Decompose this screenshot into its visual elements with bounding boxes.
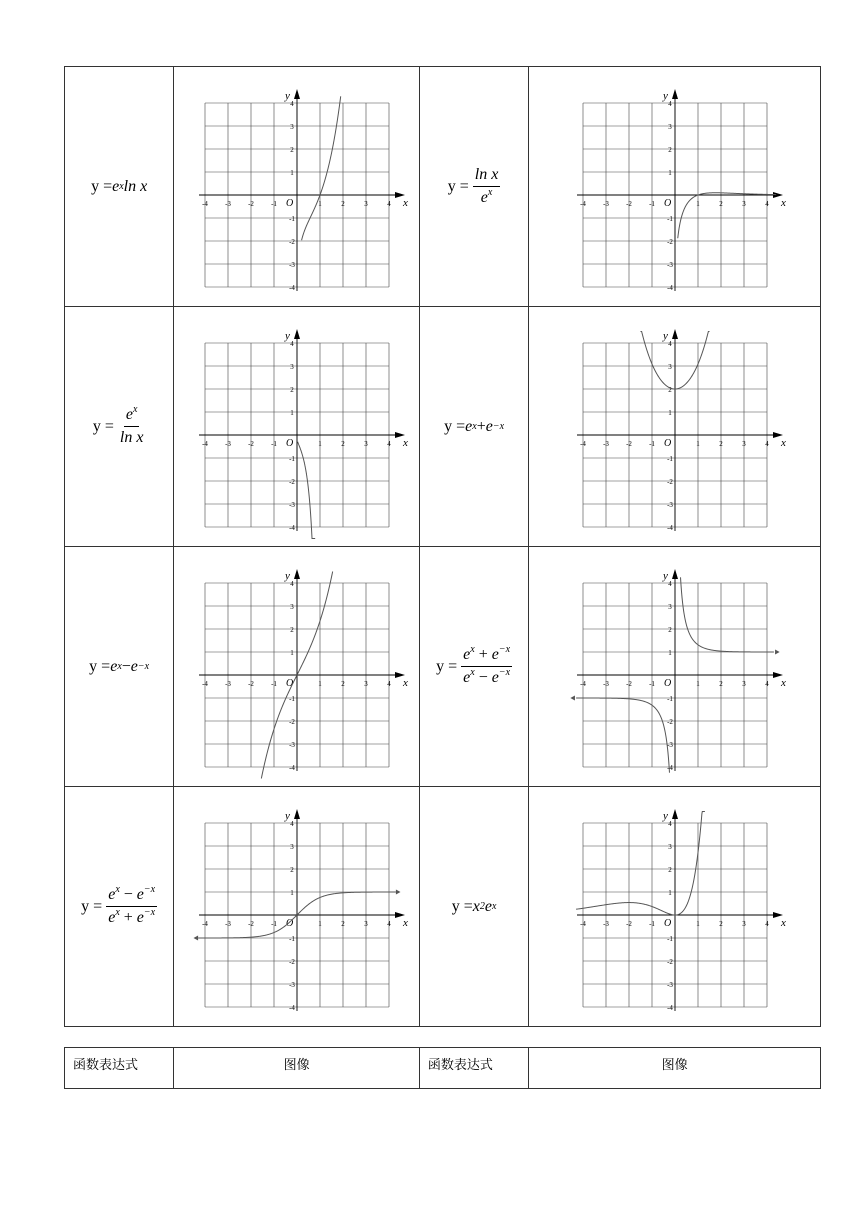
y-tick-label: -1 (288, 454, 295, 463)
x-tick-label: -2 (247, 199, 254, 208)
y-tick-label: -3 (666, 740, 673, 749)
x-tick-label: -2 (247, 679, 254, 688)
x-tick-label: -4 (579, 199, 586, 208)
y-tick-label: 4 (289, 579, 294, 588)
y-tick-label: -4 (288, 283, 295, 292)
y-tick-label: 4 (289, 99, 294, 108)
table-row (65, 307, 821, 547)
formula-cell (419, 787, 528, 1027)
y-tick-label: 2 (289, 385, 294, 394)
x-tick-label: 1 (317, 679, 322, 688)
x-tick-label: 2 (718, 439, 723, 448)
graph-x2-ex (560, 792, 790, 1022)
curve-arrow (193, 935, 198, 940)
x-tick-label: 1 (317, 199, 322, 208)
x-tick-label: -4 (201, 919, 208, 928)
x-tick-label: -3 (602, 919, 609, 928)
y-tick-label: -3 (666, 260, 673, 269)
y-tick-label: -1 (666, 214, 673, 223)
x-tick-label: 1 (695, 439, 700, 448)
x-tick-label: 3 (363, 679, 368, 688)
x-tick-label: 3 (741, 919, 746, 928)
x-tick-label: 3 (363, 919, 368, 928)
y-tick-label: -1 (666, 694, 673, 703)
y-tick-label: -4 (666, 283, 673, 292)
y-tick-label: -2 (288, 477, 295, 486)
curve-arrow (570, 695, 575, 700)
x-tick-label: -4 (579, 439, 586, 448)
y-tick-label: 3 (667, 122, 672, 131)
x-tick-label: 4 (386, 199, 391, 208)
y-tick-label: -3 (288, 980, 295, 989)
y-tick-label: -1 (288, 214, 295, 223)
function-curve (301, 96, 340, 240)
x-tick-label: -3 (224, 679, 231, 688)
y-tick-label: -2 (288, 957, 295, 966)
y-tick-label: -2 (666, 237, 673, 246)
function-curve (576, 698, 669, 773)
formula-cell (65, 547, 174, 787)
x-tick-label: -1 (270, 679, 277, 688)
formula-cell (65, 67, 174, 307)
x-tick-label: 1 (695, 679, 700, 688)
x-axis-label: x (780, 196, 786, 209)
y-axis-label: y (284, 329, 290, 342)
y-tick-label: 3 (289, 842, 294, 851)
graph-cell (174, 67, 420, 307)
x-tick-label: 1 (695, 919, 700, 928)
x-tick-label: 1 (695, 199, 700, 208)
formula-ex-over-lnx: y = $\frac{e^x}{\text{ln x}}$ (92, 404, 144, 446)
y-tick-label: 1 (289, 648, 294, 657)
y-tick-label: -4 (666, 763, 673, 772)
y-tick-label: 1 (667, 168, 672, 177)
y-tick-label: -2 (288, 717, 295, 726)
y-tick-label: -1 (666, 934, 673, 943)
formula-cell (65, 787, 174, 1027)
x-tick-label: 2 (340, 439, 345, 448)
y-tick-label: -1 (288, 934, 295, 943)
x-tick-label: -1 (270, 919, 277, 928)
y-axis-arrow (672, 569, 678, 579)
graph-cell (174, 547, 420, 787)
y-tick-label: -1 (288, 694, 295, 703)
header-formula: 函数表达式 (65, 1048, 174, 1089)
table-row (65, 67, 821, 307)
y-tick-label: 1 (289, 168, 294, 177)
x-tick-label: -1 (648, 679, 655, 688)
x-tick-label: 4 (386, 439, 391, 448)
y-tick-label: -4 (288, 1003, 295, 1012)
table-row (65, 547, 821, 787)
y-tick-label: -2 (666, 717, 673, 726)
graph-coth (560, 552, 790, 782)
x-tick-label: -4 (579, 919, 586, 928)
function-curve (576, 811, 705, 915)
x-tick-label: -4 (201, 199, 208, 208)
y-tick-label: 4 (667, 579, 672, 588)
x-axis-label: x (780, 436, 786, 449)
y-tick-label: 4 (667, 819, 672, 828)
x-tick-label: 4 (764, 199, 769, 208)
origin-label: O (663, 917, 671, 929)
y-axis-label: y (662, 569, 668, 582)
header-graph: 图像 (529, 1048, 821, 1089)
x-tick-label: -3 (602, 439, 609, 448)
origin-label: O (663, 677, 671, 689)
y-tick-label: -3 (288, 740, 295, 749)
origin-label: O (663, 197, 671, 209)
graph-cell (529, 547, 821, 787)
function-curve (680, 577, 773, 652)
formula-sinh-diff: y = e x − e −x (89, 657, 150, 675)
graph-cell (529, 787, 821, 1027)
y-tick-label: 1 (289, 888, 294, 897)
formula-cell (419, 307, 528, 547)
x-axis-label: x (402, 436, 408, 449)
y-axis-label: y (284, 569, 290, 582)
y-tick-label: -3 (666, 500, 673, 509)
y-tick-label: 4 (289, 819, 294, 828)
curve-arrow (395, 889, 400, 894)
y-tick-label: -1 (666, 454, 673, 463)
x-tick-label: 2 (340, 919, 345, 928)
x-tick-label: -1 (270, 439, 277, 448)
y-tick-label: 2 (667, 145, 672, 154)
y-tick-label: 3 (289, 122, 294, 131)
y-tick-label: -4 (666, 523, 673, 532)
function-table (64, 66, 821, 1027)
y-axis-label: y (284, 89, 290, 102)
x-axis-label: x (402, 676, 408, 689)
x-axis-label: x (780, 916, 786, 929)
y-tick-label: -3 (288, 260, 295, 269)
y-axis-arrow (294, 809, 300, 819)
y-tick-label: -2 (666, 957, 673, 966)
x-axis-label: x (402, 196, 408, 209)
graph-cell (174, 787, 420, 1027)
y-axis-arrow (672, 329, 678, 339)
x-tick-label: 2 (718, 679, 723, 688)
x-tick-label: 3 (741, 199, 746, 208)
x-tick-label: -2 (625, 919, 632, 928)
x-tick-label: 3 (363, 439, 368, 448)
x-tick-label: -1 (270, 199, 277, 208)
y-tick-label: 3 (289, 602, 294, 611)
y-tick-label: -3 (288, 500, 295, 509)
y-tick-label: 1 (667, 888, 672, 897)
y-tick-label: 2 (289, 625, 294, 634)
y-axis-arrow (672, 809, 678, 819)
y-tick-label: 2 (667, 625, 672, 634)
y-tick-label: -4 (666, 1003, 673, 1012)
y-tick-label: 1 (667, 648, 672, 657)
x-tick-label: 4 (764, 679, 769, 688)
function-curve (677, 192, 775, 237)
x-tick-label: -3 (224, 919, 231, 928)
y-axis-label: y (662, 89, 668, 102)
header-table (64, 1047, 821, 1089)
x-tick-label: 2 (340, 199, 345, 208)
x-tick-label: -2 (625, 199, 632, 208)
y-axis-arrow (294, 329, 300, 339)
x-tick-label: -1 (648, 199, 655, 208)
x-tick-label: 4 (386, 919, 391, 928)
y-tick-label: -2 (288, 237, 295, 246)
x-tick-label: 3 (363, 199, 368, 208)
y-axis-arrow (672, 89, 678, 99)
x-tick-label: -1 (648, 439, 655, 448)
x-tick-label: -1 (648, 919, 655, 928)
graph-cell (174, 307, 420, 547)
formula-x2-ex: y = x 2 e x (451, 897, 497, 915)
formula-cosh-sum: y = e x + e −x (444, 417, 505, 435)
table-row (65, 1048, 821, 1089)
x-tick-label: 2 (718, 199, 723, 208)
x-tick-label: -3 (224, 439, 231, 448)
y-tick-label: 1 (667, 408, 672, 417)
y-tick-label: 3 (289, 362, 294, 371)
x-tick-label: -3 (602, 199, 609, 208)
formula-lnx-over-ex: y = $\frac{\text{ln x}}{e^x}$ (447, 166, 499, 206)
graph-lnx-over-ex (560, 72, 790, 302)
y-tick-label: 3 (667, 362, 672, 371)
y-tick-label: 2 (667, 385, 672, 394)
header-graph: 图像 (174, 1048, 420, 1089)
header-formula: 函数表达式 (419, 1048, 528, 1089)
formula-coth: y = $\frac{e^x + e^{-x}}{e^x - e^{-x}}$ (436, 644, 511, 686)
x-tick-label: -4 (201, 439, 208, 448)
y-tick-label: 2 (667, 865, 672, 874)
x-tick-label: 2 (340, 679, 345, 688)
origin-label: O (285, 197, 293, 209)
x-tick-label: -2 (625, 679, 632, 688)
x-tick-label: 4 (764, 919, 769, 928)
y-tick-label: 3 (667, 842, 672, 851)
formula-tanh: y = $\frac{e^x - e^{-x}}{e^x + e^{-x}}$ (81, 884, 156, 926)
origin-label: O (285, 437, 293, 449)
graph-cosh-sum (560, 312, 790, 542)
x-tick-label: 4 (386, 679, 391, 688)
y-tick-label: -4 (288, 763, 295, 772)
function-curve (297, 441, 314, 538)
x-tick-label: -4 (201, 679, 208, 688)
graph-sinh-diff (182, 552, 412, 782)
x-tick-label: 1 (317, 919, 322, 928)
y-tick-label: 2 (289, 145, 294, 154)
y-axis-arrow (294, 569, 300, 579)
curve-arrow (775, 649, 780, 654)
x-axis-label: x (780, 676, 786, 689)
x-tick-label: 3 (741, 679, 746, 688)
formula-ex-lnx: y = e x ln x (91, 177, 148, 195)
y-tick-label: 2 (289, 865, 294, 874)
graph-cell (529, 307, 821, 547)
y-tick-label: -2 (666, 477, 673, 486)
graph-ex-lnx (182, 72, 412, 302)
y-tick-label: 4 (289, 339, 294, 348)
x-tick-label: -2 (247, 439, 254, 448)
y-tick-label: -3 (666, 980, 673, 989)
y-axis-arrow (294, 89, 300, 99)
y-axis-label: y (662, 809, 668, 822)
graph-ex-over-lnx (182, 312, 412, 542)
y-tick-label: 3 (667, 602, 672, 611)
y-tick-label: 4 (667, 99, 672, 108)
formula-cell (65, 307, 174, 547)
x-tick-label: 2 (718, 919, 723, 928)
y-axis-label: y (284, 809, 290, 822)
graph-tanh (182, 792, 412, 1022)
x-tick-label: -4 (579, 679, 586, 688)
formula-cell (419, 547, 528, 787)
x-tick-label: 4 (764, 439, 769, 448)
x-tick-label: -3 (224, 199, 231, 208)
x-tick-label: -2 (625, 439, 632, 448)
x-tick-label: 3 (741, 439, 746, 448)
x-tick-label: -3 (602, 679, 609, 688)
table-row (65, 787, 821, 1027)
origin-label: O (663, 437, 671, 449)
y-tick-label: 1 (289, 408, 294, 417)
origin-label: O (285, 917, 293, 929)
x-tick-label: -2 (247, 919, 254, 928)
formula-cell (419, 67, 528, 307)
x-tick-label: 1 (317, 439, 322, 448)
y-tick-label: 4 (667, 339, 672, 348)
origin-label: O (285, 677, 293, 689)
x-axis-label: x (402, 916, 408, 929)
graph-cell (529, 67, 821, 307)
y-axis-label: y (662, 329, 668, 342)
y-tick-label: -4 (288, 523, 295, 532)
